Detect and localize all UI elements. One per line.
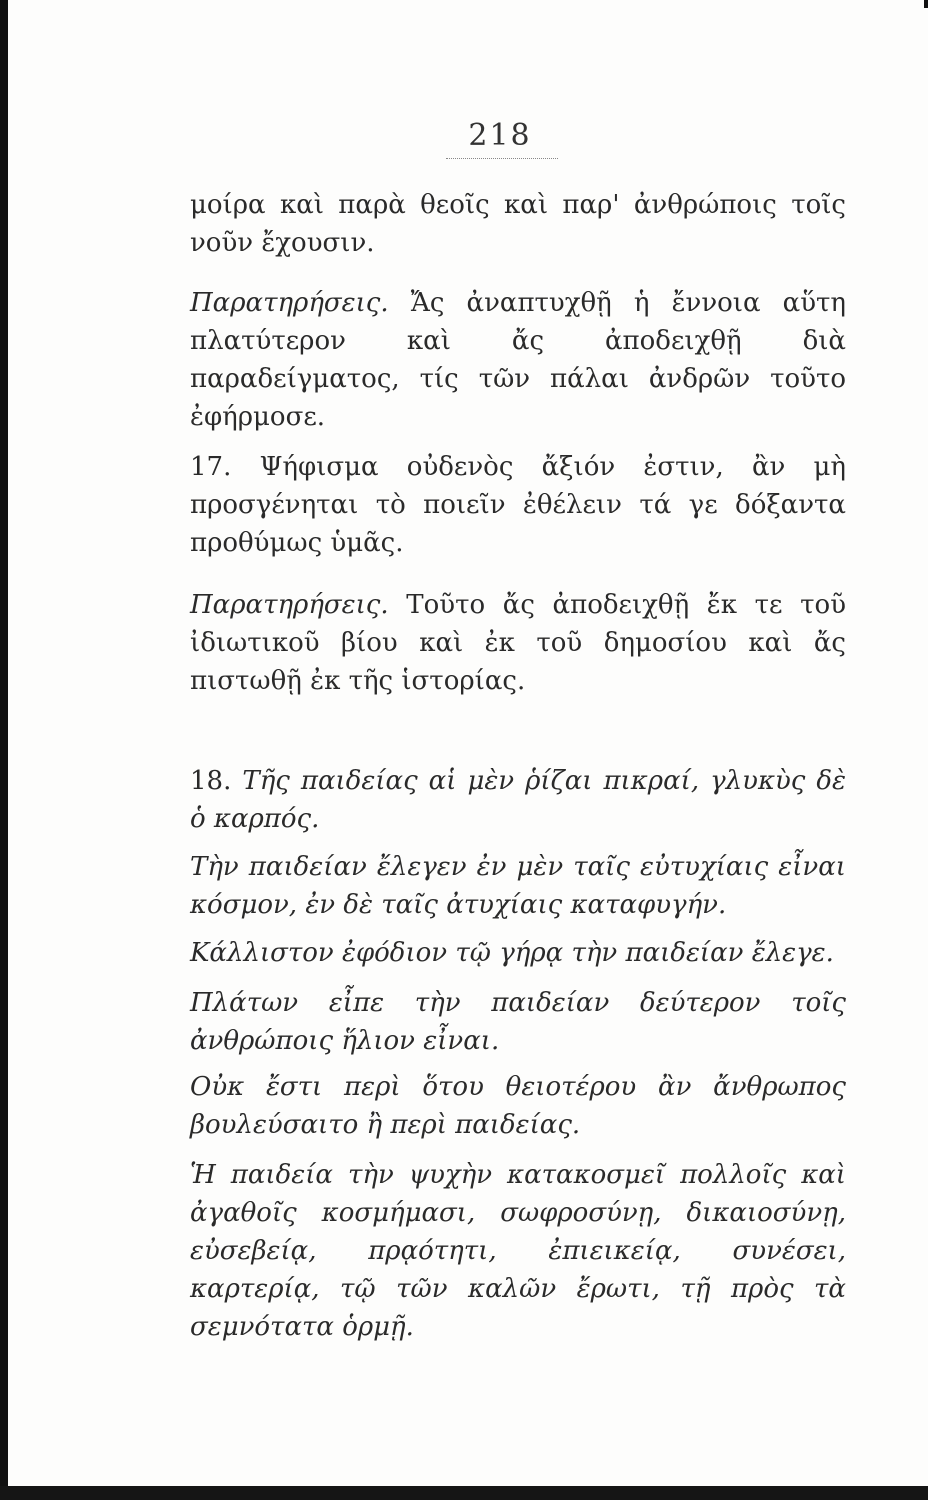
- paragraph-text: Οὐκ ἔστι περὶ ὅτου θειοτέρου ἂν ἄνθρωπος βουλεύσαιτο ἢ περὶ παιδείας.: [190, 1072, 846, 1140]
- observation-label: Παρατηρήσεις.: [190, 590, 389, 620]
- observation-label: Παρατηρήσεις.: [190, 288, 389, 318]
- paragraph-maxim-17: [190, 448, 846, 562]
- paragraph-observation-2: [190, 586, 846, 700]
- paragraph-quote-4: [190, 1068, 846, 1144]
- maxim-number: 17.: [190, 452, 232, 482]
- page-number-rule: [446, 158, 558, 159]
- maxim-number: 18.: [190, 766, 232, 796]
- paragraph-text: Ἡ παιδεία τὴν ψυχὴν κατακοσμεῖ πολλοῖς καὶ ἀγαθοῖς κοσμήμασι, σωφροσύνῃ, δικαιοσύνῃ, εὐσεβείᾳ, πρᾳότητι, ἐπιεικείᾳ, συνέσει, καρτερίᾳ, τῷ τῶν καλῶν ἔρωτι, τῇ πρὸς τὰ σεμνότατα ὁρμῇ.: [190, 1160, 846, 1342]
- paragraph-quote-1: [190, 848, 846, 924]
- paragraph-text: μοίρα καὶ παρὰ θεοῖς καὶ παρ' ἀνθρώποις τοῖς νοῦν ἔχουσιν.: [190, 190, 846, 258]
- paragraph-maxim-18: [190, 762, 846, 838]
- paragraph-text: Τῆς παιδείας αἱ μὲν ῥίζαι πικραί, γλυκὺς δὲ ὁ καρπός.: [190, 766, 846, 834]
- paragraph-text: Κάλλιστον ἐφόδιον τῷ γήρᾳ τὴν παιδείαν ἔλεγε.: [190, 938, 834, 968]
- page-number: 218: [468, 118, 532, 153]
- paragraph-text: Τοῦτο ἄς ἀποδειχθῇ ἔκ τε τοῦ ἰδιωτικοῦ βίου καὶ ἐκ τοῦ δημοσίου καὶ ἄς πιστωθῇ ἐκ τῆς ἱστορίας.: [190, 590, 847, 696]
- paragraph-quote-2: [190, 934, 846, 972]
- paragraph-quote-5: [190, 1156, 846, 1346]
- scan-border-left: [0, 0, 8, 1500]
- paragraph-text: Πλάτων εἶπε τὴν παιδείαν δεύτερον τοῖς ἀνθρώποις ἥλιον εἶναι.: [190, 988, 846, 1056]
- scan-border-bottom: [0, 1486, 928, 1500]
- paragraph-continuation: [190, 186, 846, 262]
- paragraph-text: Ψήφισμα οὐδενὸς ἄξιόν ἐστιν, ἂν μὴ προσγένηται τὸ ποιεῖν ἐθέλειν τά γε δόξαντα προθύμως ὑμᾶς.: [190, 452, 847, 558]
- scan-border-mark: [924, 0, 928, 8]
- paragraph-observation-1: [190, 284, 846, 436]
- paragraph-text: Τὴν παιδείαν ἔλεγεν ἐν μὲν ταῖς εὐτυχίαις εἶναι κόσμον, ἐν δὲ ταῖς ἀτυχίαις καταφυγήν.: [190, 852, 846, 920]
- paragraph-quote-3: [190, 984, 846, 1060]
- paragraph-text: Ἄς ἀναπτυχθῇ ἡ ἔννοια αὕτη πλατύτερον καὶ ἄς ἀποδειχθῇ διὰ παραδείγματος, τίς τῶν πάλαι ἀνδρῶν τοῦτο ἐφήρμοσε.: [190, 288, 846, 432]
